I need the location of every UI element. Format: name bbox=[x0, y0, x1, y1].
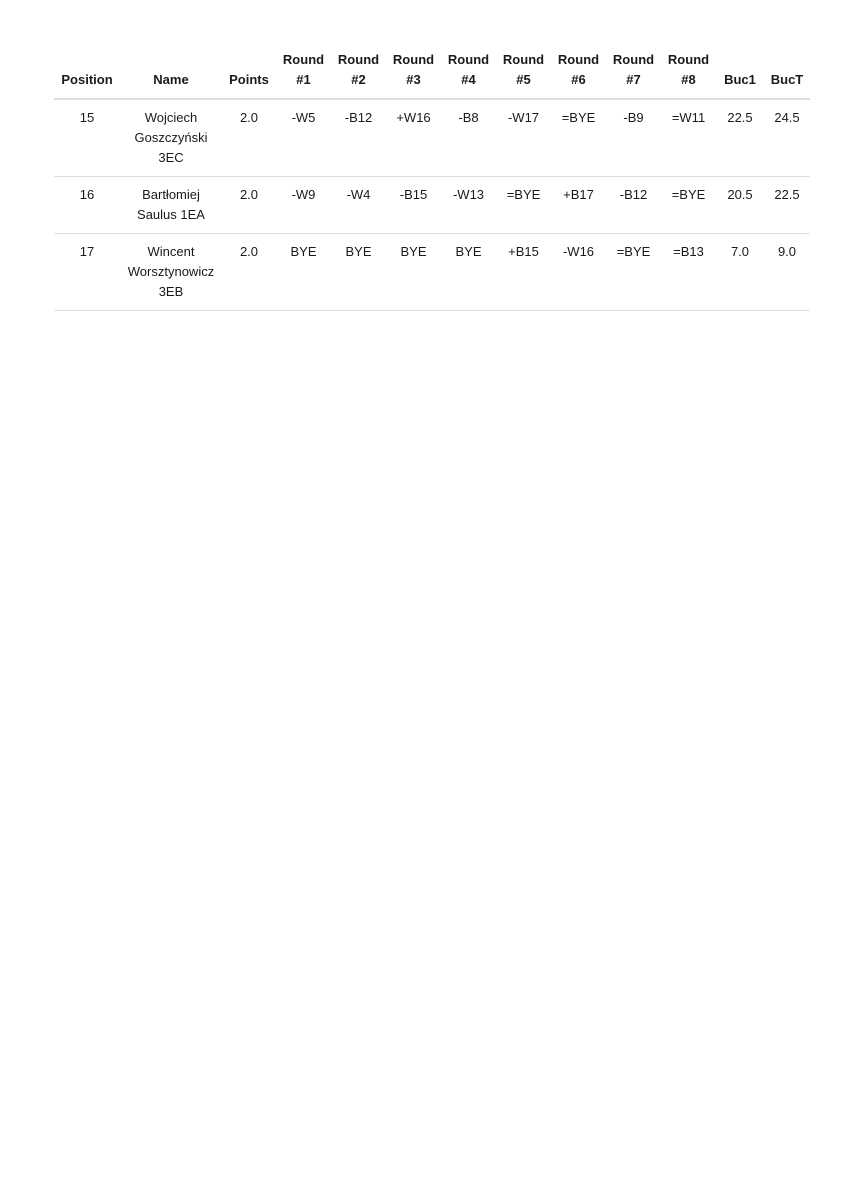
round-1-cell: -W9 bbox=[276, 177, 331, 234]
points-cell: 2.0 bbox=[222, 99, 276, 177]
buct-cell: 22.5 bbox=[764, 177, 810, 234]
round-4-cell: BYE bbox=[441, 234, 496, 311]
standings-sheet bbox=[54, 46, 810, 311]
round-4-cell: -W13 bbox=[441, 177, 496, 234]
name-cell: Wojciech Goszczyński 3EC bbox=[120, 99, 222, 177]
header-round-8: Round #8 bbox=[661, 46, 716, 99]
round-5-cell: =BYE bbox=[496, 177, 551, 234]
points-cell: 2.0 bbox=[222, 234, 276, 311]
header-name: Name bbox=[120, 46, 222, 99]
table-row bbox=[54, 99, 810, 177]
header-round-3: Round #3 bbox=[386, 46, 441, 99]
round-2-cell: BYE bbox=[331, 234, 386, 311]
round-2-cell: -B12 bbox=[331, 99, 386, 177]
standings-table bbox=[54, 46, 810, 311]
round-6-cell: -W16 bbox=[551, 234, 606, 311]
round-1-cell: BYE bbox=[276, 234, 331, 311]
round-7-cell: -B9 bbox=[606, 99, 661, 177]
header-row bbox=[54, 46, 810, 99]
round-4-cell: -B8 bbox=[441, 99, 496, 177]
header-round-4: Round #4 bbox=[441, 46, 496, 99]
round-8-cell: =W11 bbox=[661, 99, 716, 177]
position-cell: 16 bbox=[54, 177, 120, 234]
name-cell: Bartłomiej Saulus 1EA bbox=[120, 177, 222, 234]
round-5-cell: -W17 bbox=[496, 99, 551, 177]
header-round-1: Round #1 bbox=[276, 46, 331, 99]
round-3-cell: +W16 bbox=[386, 99, 441, 177]
table-row bbox=[54, 177, 810, 234]
round-8-cell: =BYE bbox=[661, 177, 716, 234]
header-round-6: Round #6 bbox=[551, 46, 606, 99]
header-buct: BucT bbox=[764, 46, 810, 99]
position-cell: 17 bbox=[54, 234, 120, 311]
buct-cell: 9.0 bbox=[764, 234, 810, 311]
buc1-cell: 22.5 bbox=[716, 99, 764, 177]
header-position: Position bbox=[54, 46, 120, 99]
header-round-7: Round #7 bbox=[606, 46, 661, 99]
round-6-cell: =BYE bbox=[551, 99, 606, 177]
buc1-cell: 7.0 bbox=[716, 234, 764, 311]
round-6-cell: +B17 bbox=[551, 177, 606, 234]
header-round-2: Round #2 bbox=[331, 46, 386, 99]
round-3-cell: BYE bbox=[386, 234, 441, 311]
round-2-cell: -W4 bbox=[331, 177, 386, 234]
name-cell: Wincent Worsztynowicz 3EB bbox=[120, 234, 222, 311]
round-5-cell: +B15 bbox=[496, 234, 551, 311]
buc1-cell: 20.5 bbox=[716, 177, 764, 234]
buct-cell: 24.5 bbox=[764, 99, 810, 177]
round-7-cell: =BYE bbox=[606, 234, 661, 311]
header-points: Points bbox=[222, 46, 276, 99]
round-1-cell: -W5 bbox=[276, 99, 331, 177]
round-3-cell: -B15 bbox=[386, 177, 441, 234]
header-round-5: Round #5 bbox=[496, 46, 551, 99]
points-cell: 2.0 bbox=[222, 177, 276, 234]
table-row bbox=[54, 234, 810, 311]
header-buc1: Buc1 bbox=[716, 46, 764, 99]
round-8-cell: =B13 bbox=[661, 234, 716, 311]
position-cell: 15 bbox=[54, 99, 120, 177]
round-7-cell: -B12 bbox=[606, 177, 661, 234]
